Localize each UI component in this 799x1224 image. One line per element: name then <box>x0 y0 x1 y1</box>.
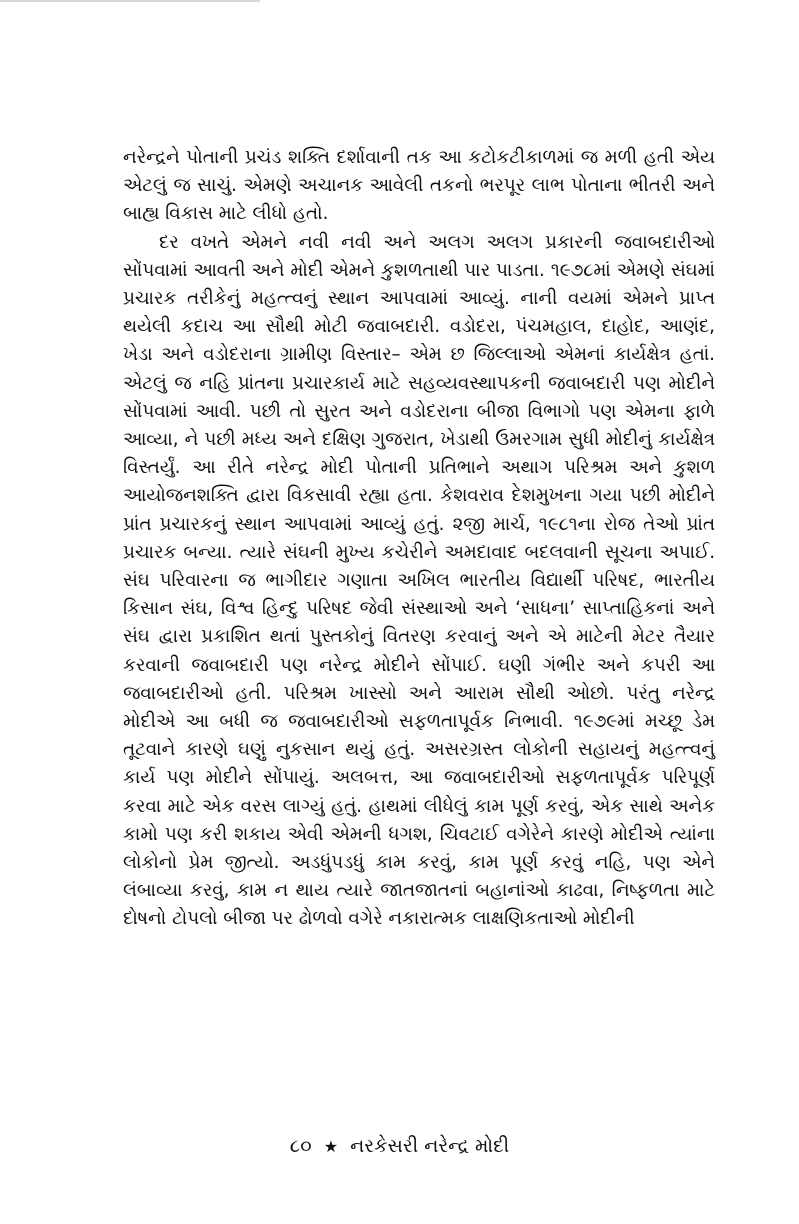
paragraph-1: નરેન્દ્રને પોતાની પ્રચંડ શક્તિ દર્શાવાની તક આ કટોકટીકાળમાં જ મળી હતી એય એટલું જ સાચું. એમણે અચાનક આવેલી તકનો ભરપૂર લાભ પોતાના ભીતરી અને બાહ્ય વિકાસ માટે લીધો હતો. <box>123 147 715 225</box>
running-title: નરકેસરી નરેન્દ્ર મોદી <box>350 1135 510 1157</box>
page-body-text <box>123 144 715 934</box>
top-edge-rule <box>0 0 260 2</box>
paragraph-2: દર વખતે એમને નવી નવી અને અલગ અલગ પ્રકારની જવાબદારીઓ સોંપવામાં આવતી અને મોદી એમને કુશળતાથી પાર પાડતા. ૧૯૭૮માં એમણે સંઘમાં પ્રચારક તરીકેનું મહત્ત્વનું સ્થાન આપવામાં આવ્યું. નાની વયમાં એમને પ્રાપ્ત થયેલી કદાચ આ સૌથી મોટી જવાબદારી. વડોદરા, પંચમહાલ, દાહોદ, આણંદ, ખેડા અને વડોદરાના ગ્રામીણ વિસ્તાર– એમ છ જિલ્લાઓ એમનાં કાર્યક્ષેત્ર હતાં. એટલું જ નહિ પ્રાંતના પ્રચારકાર્ય માટે સહવ્યવસ્થાપકની જવાબદારી પણ મોદીને સોંપવામાં આવી. પછી તો સુરત અને વડોદરાના બીજા વિભાગો પણ એમના ફાળે આવ્યા, ને પછી મધ્ય અને દક્ષિણ ગુજરાત, ખેડાથી ઉમરગામ સુધી મોદીનું કાર્યક્ષેત્ર વિસ્તર્યું. આ રીતે નરેન્દ્ર મોદી પોતાની પ્રતિભાને અથાગ પરિશ્રમ અને કુશળ આયોજનશક્તિ દ્વારા વિકસાવી રહ્યા હતા. કેશવરાવ દેશમુખના ગયા પછી મોદીને પ્રાંત પ્રચારકનું સ્થાન આપવામાં આવ્યું હતું. ૨જી માર્ચ, ૧૯૮૧ના રોજ તેઓ પ્રાંત પ્રચારક બન્યા. ત્યારે સંઘની મુખ્ય કચેરીને અમદાવાદ બદલવાની સૂચના અપાઈ. સંઘ પરિવારના જ ભાગીદાર ગણાતા અખિલ ભારતીય વિદ્યાર્થી પરિષદ, ભારતીય કિસાન સંઘ, વિશ્વ હિન્દુ પરિષદ જેવી સંસ્થાઓ અને ‘સાધના’ સાપ્તાહિકનાં અને સંઘ દ્વારા પ્રકાશિત થતાં પુસ્તકોનું વિતરણ કરવાનું અને એ માટેની મેટર તૈયાર કરવાની જવાબદારી પણ નરેન્દ્ર મોદીને સોંપાઈ. ઘણી ગંભીર અને કપરી આ જવાબદારીઓ હતી. પરિશ્રમ ખાસ્સો અને આરામ સૌથી ઓછો. પરંતુ નરેન્દ્ર મોદીએ આ બધી જ જવાબદારીઓ સફળતાપૂર્વક નિભાવી. ૧૯૭૯માં મચ્છૂ ડેમ તૂટવાને કારણે ઘણું નુકસાન થયું હતું. અસરગ્રસ્ત લોકોની સહાયનું મહત્ત્વનું કાર્ય પણ મોદીને સોંપાયું. અલબત્ત, આ જવાબદારીઓ સફળતાપૂર્વક પરિપૂર્ણ કરવા માટે એક વરસ લાગ્યું હતું. હાથમાં લીધેલું કામ પૂર્ણ કરવું, એક સાથે અનેક કામો પણ કરી શકાય એવી એમની ધગશ, ચિવટાઈ વગેરેને કારણે મોદીએ ત્યાંના લોકોનો પ્રેમ જીત્યો. અડધુંપડધું કામ કરવું, કામ પૂર્ણ કરવું નહિ, પણ એને લંબાવ્યા કરવું, કામ ન થાય ત્યારે જાતજાતનાં બહાનાંઓ કાઢવા, નિષ્ફળતા માટે દોષનો ટોપલો બીજા પર ઢોળવો વગેરે નકારાત્મક લાક્ષણિકતાઓ મોદીની <box>123 231 715 930</box>
star-separator: ★ <box>323 1137 339 1156</box>
page-number: ૮૦ <box>289 1135 312 1157</box>
page-footer <box>0 1132 799 1161</box>
